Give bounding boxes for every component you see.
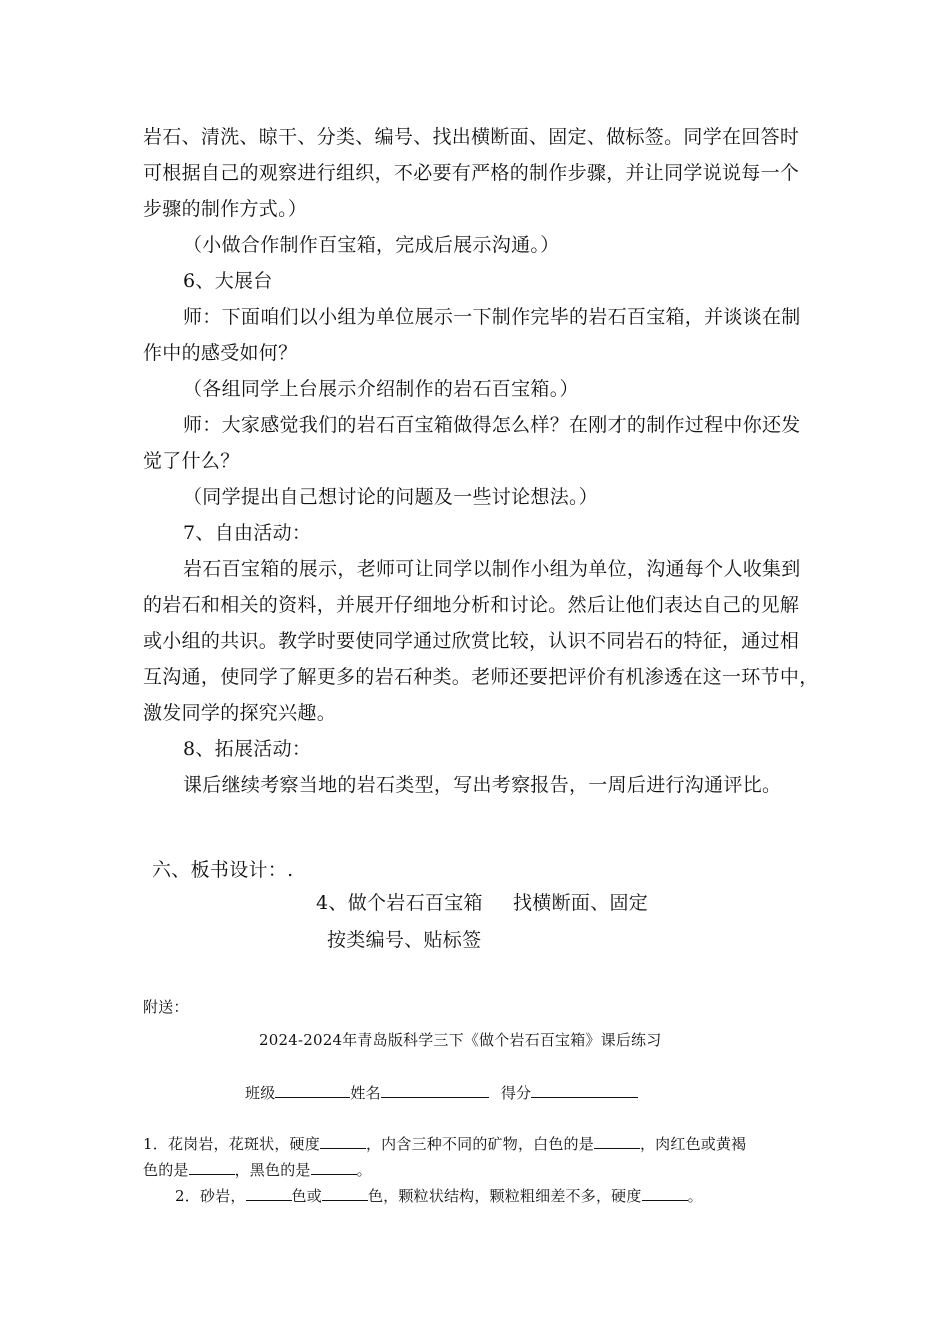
- answer-blank[interactable]: [642, 1184, 688, 1201]
- paragraph-line: 师：大家感觉我们的岩石百宝箱做得怎么样？在刚才的制作过程中你还发: [183, 414, 801, 436]
- class-blank[interactable]: [275, 1081, 350, 1098]
- answer-blank[interactable]: [594, 1132, 640, 1149]
- question-1-line-2: 色的是 ，黑色的是 。: [143, 1158, 372, 1180]
- paragraph-line: 岩石百宝箱的展示，老师可让同学以制作小组为单位，沟通每个人收集到: [183, 558, 801, 580]
- paragraph-line: 作中的感受如何？: [143, 342, 298, 364]
- exercise-title: 2024-2024年青岛版科学三下《做个岩石百宝箱》课后练习: [259, 1031, 662, 1049]
- answer-blank[interactable]: [189, 1158, 235, 1175]
- answer-blank[interactable]: [246, 1184, 292, 1201]
- board-line-second: 按类编号、贴标签: [327, 929, 482, 951]
- board-design-heading: 六、板书设计：.: [152, 859, 294, 881]
- section-heading-6: 6、大展台: [183, 270, 273, 292]
- paragraph-line: 岩石、清洗、晾干、分类、编号、找出横断面、固定、做标签。同学在回答时: [143, 126, 800, 148]
- paragraph-line: 可根据自己的观察进行组织，不必要有严格的制作步骤，并让同学说说每一个: [143, 162, 800, 184]
- appendix-label: 附送：: [143, 998, 189, 1016]
- paragraph-line: 步骤的制作方式。）: [143, 198, 308, 220]
- paragraph-line: （各组同学上台展示介绍制作的岩石百宝箱。）: [183, 378, 579, 400]
- section-heading-8: 8、拓展活动：: [183, 738, 312, 760]
- score-label: 得分: [500, 1084, 532, 1102]
- name-blank[interactable]: [381, 1081, 489, 1098]
- name-label: 姓名: [350, 1084, 381, 1102]
- paragraph-line: 激发同学的探究兴趣。: [143, 702, 337, 724]
- paragraph-line: 课后继续考察当地的岩石类型，写出考察报告，一周后进行沟通评比。: [183, 774, 782, 796]
- section-heading-7: 7、自由活动：: [183, 522, 312, 544]
- answer-blank[interactable]: [320, 1132, 366, 1149]
- paragraph-line: （小做合作制作百宝箱，完成后展示沟通。）: [183, 234, 560, 256]
- score-blank[interactable]: [531, 1081, 638, 1098]
- class-label: 班级: [245, 1084, 276, 1102]
- paragraph-line: 互沟通，使同学了解更多的岩石种类。老师还要把评价有机渗透在这一环节中，: [143, 666, 819, 688]
- question-2: 2．砂岩， 色或 色，颗粒状结构，颗粒粗细差不多，硬度 。: [175, 1184, 703, 1206]
- question-1-line-1: 1．花岗岩，花斑状，硬度 ，内含三种不同的矿物，白色的是 ，肉红色或黄褐: [143, 1132, 746, 1154]
- board-line-right: 找横断面、固定: [513, 892, 649, 914]
- student-info-row: [245, 1081, 638, 1103]
- paragraph-line: 师：下面咱们以小组为单位展示一下制作完毕的岩石百宝箱，并谈谈在制: [183, 306, 801, 328]
- answer-blank[interactable]: [322, 1184, 368, 1201]
- paragraph-line: 的岩石和相关的资料，并展开仔细地分析和讨论。然后让他们表达自己的见解: [143, 594, 800, 616]
- board-line-title: 4、做个岩石百宝箱: [316, 892, 483, 914]
- paragraph-line: （同学提出自己想讨论的问题及一些讨论想法。）: [183, 486, 599, 508]
- paragraph-line: 或小组的共识。教学时要使同学通过欣赏比较，认识不同岩石的特征，通过相: [143, 630, 800, 652]
- paragraph-line: 觉了什么？: [143, 450, 240, 472]
- answer-blank[interactable]: [311, 1158, 357, 1175]
